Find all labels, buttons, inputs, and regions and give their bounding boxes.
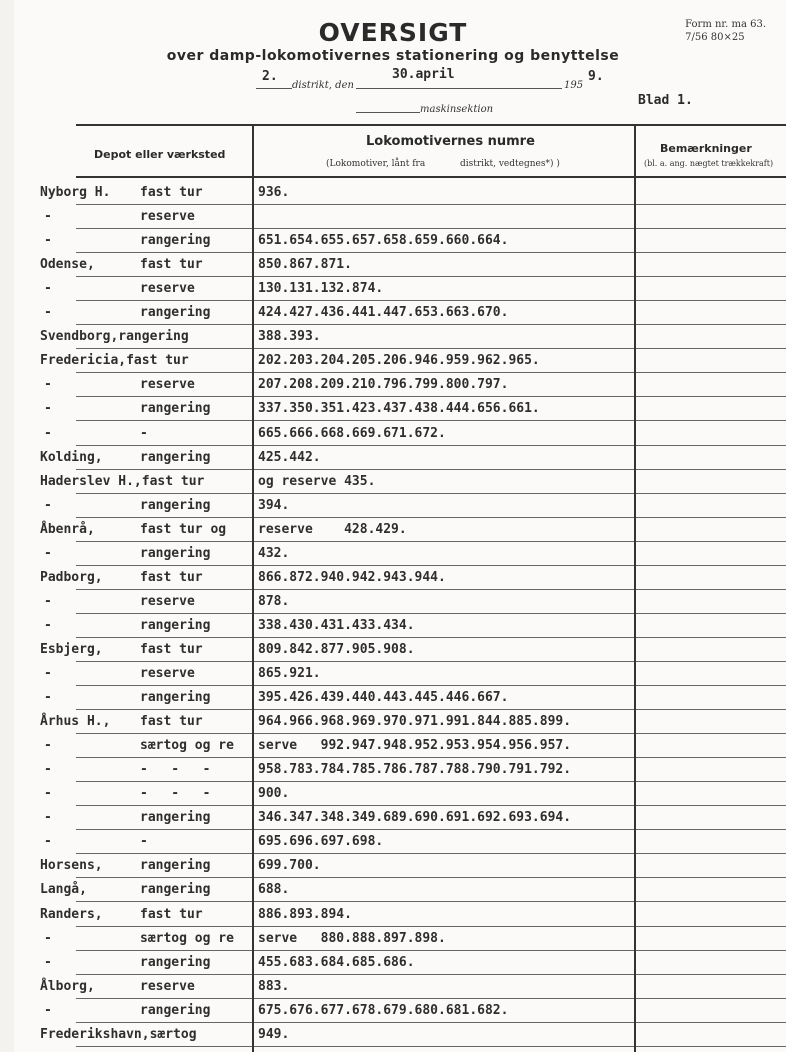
table-row: [0, 277, 786, 301]
row-depot: Svendborg,rangering: [40, 329, 189, 345]
row-depot: -: [44, 690, 52, 706]
row-service-type: rangering: [140, 545, 211, 561]
table-row: [0, 903, 786, 927]
table-row: [0, 710, 786, 734]
row-service-type: fast tur: [140, 569, 203, 585]
row-depot: -: [44, 738, 52, 754]
row-service-type: særtog og re: [140, 930, 234, 946]
col-header-numbers-note-b: distrikt, vedtegnes*) ): [460, 159, 560, 169]
form-number-line: Form nr. ma 63.: [685, 19, 766, 30]
row-locomotive-numbers: 850.867.871.: [258, 257, 352, 273]
table-row: [0, 951, 786, 975]
row-locomotive-numbers: serve 880.888.897.898.: [258, 930, 446, 946]
row-depot: Padborg,: [40, 569, 103, 585]
row-locomotive-numbers: serve 992.947.948.952.953.954.956.957.: [258, 738, 572, 754]
table-row: [0, 638, 786, 662]
row-service-type: -: [140, 425, 148, 441]
row-service-type: fast tur: [140, 257, 203, 273]
row-locomotive-numbers: 394.: [258, 497, 290, 513]
table-row: [0, 229, 786, 253]
row-service-type: rangering: [140, 1002, 211, 1018]
row-service-type: fast tur: [140, 185, 203, 200]
col-header-numbers: Lokomotivernes numre: [366, 134, 535, 149]
row-service-type: -: [140, 834, 148, 850]
row-locomotive-numbers: 202.203.204.205.206.946.959.962.965.: [258, 353, 540, 369]
table-row: [0, 806, 786, 830]
table-row: [0, 181, 786, 205]
row-locomotive-numbers: 809.842.877.905.908.: [258, 641, 415, 657]
row-depot: -: [44, 666, 52, 681]
col-header-remarks: Bemærkninger: [660, 142, 752, 155]
table-row: [0, 470, 786, 494]
row-depot: Åbenrå,: [40, 521, 95, 537]
col-header-remarks-note: (bl. a. ang. nægtet trækkekraft): [644, 159, 774, 168]
date-underline: [356, 88, 562, 89]
row-locomotive-numbers: 425.442.: [258, 449, 321, 465]
row-locomotive-numbers: 432.: [258, 545, 290, 561]
year-suffix: 9.: [588, 69, 604, 84]
table-row: [0, 349, 786, 373]
row-depot: -: [44, 762, 52, 778]
row-service-type: fast tur: [140, 906, 203, 922]
row-depot: Horsens,: [40, 858, 103, 874]
table-row: [0, 253, 786, 277]
row-depot: -: [44, 425, 52, 441]
section-underline: [356, 112, 420, 113]
row-depot: Kolding,: [40, 449, 103, 465]
row-locomotive-numbers: 883.: [258, 978, 290, 994]
row-service-type: rangering: [140, 617, 211, 633]
row-depot: Randers,: [40, 906, 103, 922]
row-service-type: - - -: [140, 786, 211, 802]
row-locomotive-numbers: 395.426.439.440.443.445.446.667.: [258, 690, 509, 706]
row-locomotive-numbers: 346.347.348.349.689.690.691.692.693.694.: [258, 810, 572, 826]
table-row: [0, 662, 786, 686]
row-locomotive-numbers: 207.208.209.210.796.799.800.797.: [258, 377, 509, 393]
document-subtitle: over damp-lokomotivernes stationering og benyttelse: [166, 48, 620, 64]
row-service-type: reserve: [140, 978, 195, 994]
row-service-type: rangering: [140, 690, 211, 706]
row-service-type: - - -: [140, 762, 211, 778]
table-row: [0, 205, 786, 229]
table-row: [0, 566, 786, 590]
row-locomotive-numbers: 900.: [258, 786, 290, 802]
table-row: [0, 782, 786, 806]
row-locomotive-numbers: 699.700.: [258, 858, 321, 874]
row-depot: -: [44, 233, 52, 249]
row-locomotive-numbers: 866.872.940.942.943.944.: [258, 569, 446, 585]
row-service-type: reserve: [140, 377, 195, 393]
table-row: [0, 590, 786, 614]
row-depot: -: [44, 545, 52, 561]
row-depot: -: [44, 954, 52, 970]
table-row: [0, 614, 786, 638]
row-service-type: fast tur: [140, 714, 203, 730]
row-depot: -: [44, 786, 52, 802]
row-service-type: rangering: [140, 497, 211, 513]
district-value: 2.: [262, 69, 278, 84]
row-locomotive-numbers: 455.683.684.685.686.: [258, 954, 415, 970]
row-locomotive-numbers: 878.: [258, 593, 290, 609]
row-depot: -: [44, 810, 52, 826]
year-prefix: 195: [564, 80, 584, 91]
row-locomotive-numbers: 651.654.655.657.658.659.660.664.: [258, 233, 509, 249]
row-locomotive-numbers: 130.131.132.874.: [258, 281, 384, 297]
row-depot: Ålborg,: [40, 978, 95, 994]
table-top-rule: [76, 124, 786, 126]
table-row: [0, 758, 786, 782]
row-rule-remarks: [636, 1046, 786, 1047]
row-depot: Frederikshavn,særtog: [40, 1026, 197, 1042]
row-service-type: rangering: [140, 858, 211, 874]
row-service-type: rangering: [140, 882, 211, 898]
row-depot: Nyborg H.: [40, 185, 111, 200]
col-header-depot: Depot eller værksted: [94, 148, 226, 161]
table-row: [0, 325, 786, 349]
row-depot: -: [44, 377, 52, 393]
row-locomotive-numbers: 964.966.968.969.970.971.991.844.885.899.: [258, 714, 572, 730]
row-service-type: rangering: [140, 401, 211, 417]
row-locomotive-numbers: 675.676.677.678.679.680.681.682.: [258, 1002, 509, 1018]
table-row: [0, 830, 786, 854]
row-depot: Odense,: [40, 257, 95, 273]
section-label: maskinsektion: [420, 104, 494, 115]
row-service-type: reserve: [140, 281, 195, 297]
district-underline: [256, 88, 292, 89]
row-depot: -: [44, 930, 52, 946]
table-row: [0, 1023, 786, 1047]
row-service-type: reserve: [140, 666, 195, 681]
row-locomotive-numbers: 936.: [258, 185, 290, 200]
table-row: [0, 373, 786, 397]
row-depot: -: [44, 834, 52, 850]
row-service-type: rangering: [140, 449, 211, 465]
row-locomotive-numbers: 424.427.436.441.447.653.663.670.: [258, 305, 509, 321]
table-row: [0, 494, 786, 518]
table-row: [0, 975, 786, 999]
row-locomotive-numbers: 388.393.: [258, 329, 321, 345]
row-depot: -: [44, 593, 52, 609]
row-service-type: rangering: [140, 305, 211, 321]
row-depot: Haderslev H.,fast tur: [40, 473, 205, 489]
document-title: OVERSIGT: [318, 18, 468, 47]
row-depot: Langå,: [40, 882, 87, 898]
row-locomotive-numbers: 665.666.668.669.671.672.: [258, 425, 446, 441]
row-service-type: fast tur og: [140, 521, 227, 537]
table-header-rule: [76, 176, 786, 178]
row-depot: -: [44, 281, 52, 297]
sheet-number: Blad 1.: [638, 93, 693, 108]
table-row: [0, 686, 786, 710]
row-locomotive-numbers: 949.: [258, 1026, 290, 1042]
district-label: distrikt, den: [292, 80, 354, 91]
table-row: [0, 927, 786, 951]
row-service-type: reserve: [140, 593, 195, 609]
row-depot: -: [44, 497, 52, 513]
row-locomotive-numbers: 865.921.: [258, 666, 321, 681]
table-row: [0, 518, 786, 542]
row-depot: -: [44, 1002, 52, 1018]
table-row: [0, 422, 786, 446]
row-service-type: rangering: [140, 810, 211, 826]
date-value: 30.april: [392, 67, 455, 82]
table-row: [0, 301, 786, 325]
row-depot: Fredericia,fast tur: [40, 353, 189, 369]
table-row: [0, 878, 786, 902]
row-service-type: særtog og re: [140, 738, 234, 754]
row-locomotive-numbers: 688.: [258, 882, 290, 898]
row-service-type: fast tur: [140, 641, 203, 657]
row-rule-numbers: [254, 1046, 634, 1047]
row-depot: -: [44, 617, 52, 633]
row-service-type: rangering: [140, 233, 211, 249]
row-locomotive-numbers: reserve 428.429.: [258, 521, 407, 537]
row-depot: -: [44, 401, 52, 417]
table-row: [0, 999, 786, 1023]
row-locomotive-numbers: 337.350.351.423.437.438.444.656.661.: [258, 401, 540, 417]
row-service-type: reserve: [140, 209, 195, 225]
form-number: [685, 18, 766, 44]
table-row: [0, 446, 786, 470]
row-depot: Esbjerg,: [40, 641, 103, 657]
form-size-line: 7/56 80×25: [685, 32, 745, 43]
table-row: [0, 734, 786, 758]
row-locomotive-numbers: og reserve 435.: [258, 473, 376, 489]
row-rule-depot: [76, 1046, 252, 1047]
row-depot: -: [44, 305, 52, 321]
col-header-numbers-note-a: (Lokomotiver, lånt fra: [326, 159, 426, 169]
row-locomotive-numbers: 695.696.697.698.: [258, 834, 384, 850]
table-row: [0, 542, 786, 566]
row-service-type: rangering: [140, 954, 211, 970]
row-locomotive-numbers: 886.893.894.: [258, 906, 352, 922]
table-row: [0, 397, 786, 421]
row-locomotive-numbers: 338.430.431.433.434.: [258, 617, 415, 633]
table-row: [0, 854, 786, 878]
row-locomotive-numbers: 958.783.784.785.786.787.788.790.791.792.: [258, 762, 572, 778]
row-depot: -: [44, 209, 52, 225]
row-depot: Århus H.,: [40, 714, 111, 730]
